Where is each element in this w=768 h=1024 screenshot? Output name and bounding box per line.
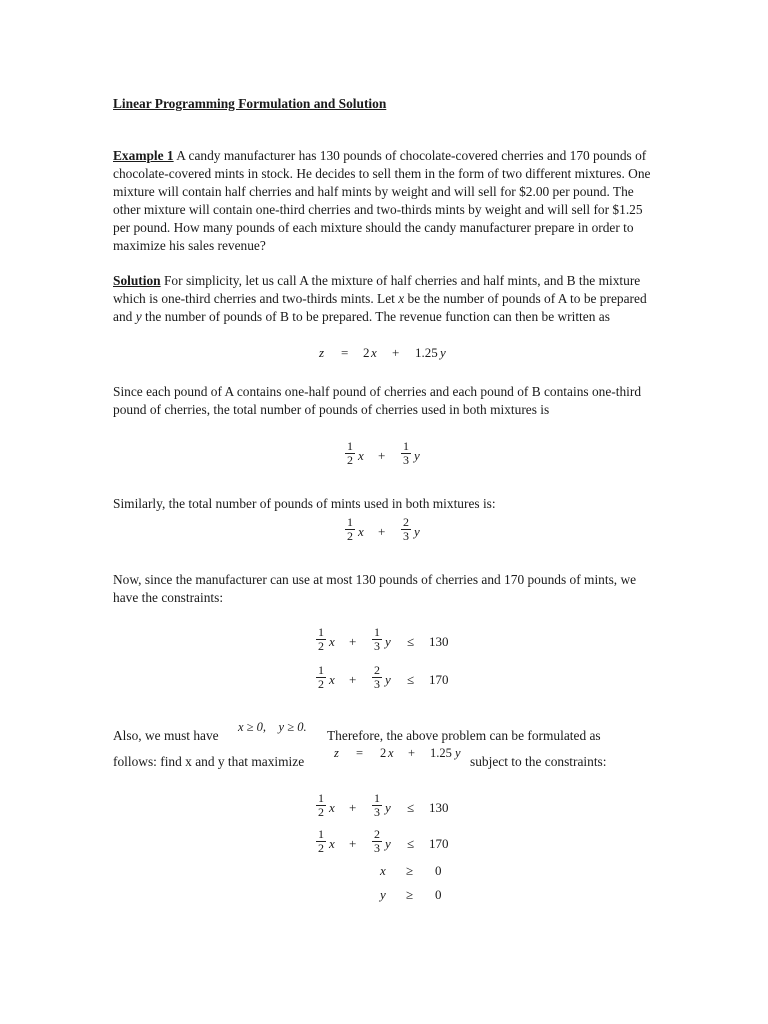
formulated-text: Therefore, the above problem can be formulated as	[327, 728, 601, 743]
nonnegativity-inline: x ≥ 0, y ≥ 0.	[238, 720, 307, 734]
solution-text-2: be the number of pounds of A to be prepared and	[113, 291, 647, 324]
eq-y: y	[440, 345, 446, 360]
solution-paragraph	[113, 272, 658, 326]
eq-plus: +	[392, 345, 400, 360]
c2-le: ≤	[407, 672, 415, 687]
fraction-one-third: 1 3	[403, 439, 409, 467]
eq-z: z	[319, 345, 325, 360]
fraction-one-half: 1 2	[318, 625, 324, 653]
example-text: A candy manufacturer has 130 pounds of chocolate-covered cherries and 170 pounds of chocolate-covered mints in stock. He decides to sell them in the form of two different mixtures. One mixture will contain half cherries and half mints by weight and will sell for $2.00 per pound. The other mixture will contain one-third cherries and two-thirds mints by weight and will sell for $1.25 per pound. How many pounds of each mixture should the candy manufacturer prepare in order to maximize his sales revenue?	[113, 148, 651, 253]
c2-y: y	[385, 672, 391, 687]
expr-y: y	[414, 524, 420, 539]
f1-x: x	[329, 800, 335, 815]
c1-x: x	[329, 634, 335, 649]
f1-plus: +	[349, 800, 357, 815]
solution-label: Solution	[113, 273, 161, 288]
c2-plus: +	[349, 672, 357, 687]
c1-rhs: 130	[429, 634, 449, 649]
fraction-one-third: 1 3	[374, 791, 380, 819]
eq-coef-y: 1.25	[415, 345, 438, 360]
page-title: Linear Programming Formulation and Solution	[113, 96, 387, 111]
fraction-two-thirds: 2 3	[374, 663, 380, 691]
expr-plus: +	[378, 448, 386, 463]
fraction-one-half: 1 2	[347, 515, 353, 543]
example-paragraph	[113, 147, 658, 255]
f2-le: ≤	[407, 836, 415, 851]
c1-y: y	[385, 634, 391, 649]
fraction-one-third: 1 3	[374, 625, 380, 653]
f4-rhs: 0	[435, 887, 442, 902]
eq-coef-x: 2	[363, 345, 370, 360]
f1-rhs: 130	[429, 800, 449, 815]
c1-plus: +	[349, 634, 357, 649]
expr-y: y	[414, 448, 420, 463]
c2-rhs: 170	[429, 672, 449, 687]
c2-x: x	[329, 672, 335, 687]
fraction-two-thirds: 2 3	[374, 827, 380, 855]
f4-y: y	[380, 887, 386, 902]
subject-to-text: subject to the constraints:	[470, 754, 607, 769]
solution-text-1: For simplicity, let us call A the mixture of half cherries and half mints, and B the mixture which is one-third cherries and two-thirds mints. Let	[113, 273, 641, 306]
solution-text-3: the number of pounds of B to be prepared. The revenue function can then be written as	[141, 309, 610, 324]
c1-le: ≤	[407, 634, 415, 649]
var-y: y	[135, 309, 142, 324]
example-label: Example 1	[113, 148, 174, 163]
f3-rhs: 0	[435, 863, 442, 878]
expr-plus: +	[378, 524, 386, 539]
fraction-one-half: 1 2	[318, 827, 324, 855]
mints-paragraph: Similarly, the total number of pounds of mints used in both mixtures is:	[113, 496, 496, 511]
constraints-paragraph: Now, since the manufacturer can use at most 130 pounds of cherries and 170 pounds of mints, we have the constraints:	[113, 572, 637, 605]
eq-equals: =	[341, 345, 349, 360]
eq-x: x	[371, 345, 377, 360]
f2-x: x	[329, 836, 335, 851]
f3-ge: ≥	[406, 863, 414, 878]
also-text: Also, we must have	[113, 728, 219, 743]
f2-rhs: 170	[429, 836, 449, 851]
f2-y: y	[385, 836, 391, 851]
f1-le: ≤	[407, 800, 415, 815]
expr-x: x	[358, 448, 364, 463]
fraction-one-half: 1 2	[318, 791, 324, 819]
var-x: x	[398, 291, 405, 306]
fraction-two-thirds: 2 3	[403, 515, 409, 543]
follows-text: follows: find x and y that maximize	[113, 754, 305, 769]
fraction-one-half: 1 2	[318, 663, 324, 691]
f4-ge: ≥	[406, 887, 414, 902]
f1-y: y	[385, 800, 391, 815]
cherries-paragraph: Since each pound of A contains one-half pound of cherries and each pound of B contains one-third pound of cherries, the total number of pounds of cherries used in both mixtures is	[113, 384, 642, 417]
f3-x: x	[380, 863, 386, 878]
expr-x: x	[358, 524, 364, 539]
fraction-one-half: 1 2	[347, 439, 353, 467]
f2-plus: +	[349, 836, 357, 851]
